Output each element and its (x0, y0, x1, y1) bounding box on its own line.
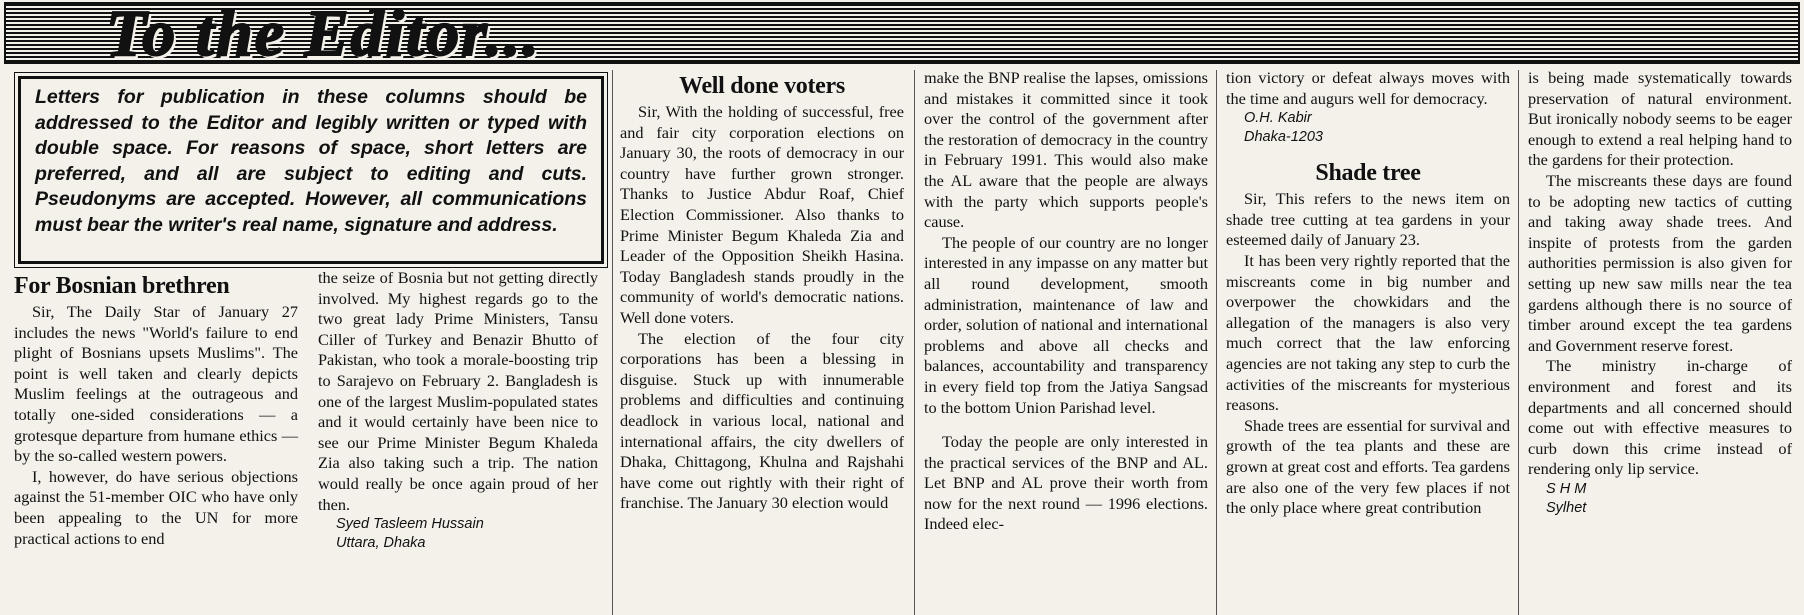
letter-paragraph: The ministry in-charge of environment and forest and its departments and all concerned should come out with effective measures to curb down this crime instead of rendering only lip service. (1528, 356, 1792, 479)
letter-paragraph: Today the people are only interested in the practical services of the BNP and AL. Let BNP and AL prove their worth from now for the next round — 1996 elections. Indeed elec- (924, 432, 1208, 534)
column-divider (1518, 70, 1519, 615)
letter-paragraph: Sir, The Daily Star of January 27 includes the news "World's failure to end plight of Bosnians upsets Muslims". The point is well taken and clearly depicts Muslim feelings at the outrageous and totally one-sided considerations — a grotesque departure from humane ethics — by the so-called western powers. (14, 302, 298, 466)
letter-paragraph: I, however, do have serious objections against the 51-member OIC who have only been appealing to the UN for more practical actions to end (14, 466, 298, 548)
letter-voters-column-2 (924, 68, 1208, 535)
letter-headline: For Bosnian brethren (14, 273, 230, 299)
letter-headline: Shade tree (1315, 160, 1421, 187)
letter-paragraph: make the BNP realise the lapses, omissions and mistakes it committed since it took over the control of the government after the restoration of democracy in the country in February 1991. This would also make the AL aware that the people are always with the party which supports people's cause. (924, 68, 1208, 232)
letter-bosnia-column-1 (14, 272, 298, 549)
letter-paragraph: the seize of Bosnia but not getting directly involved. My highest regards go to the two great lady Prime Ministers, Tansu Ciller of Turkey and Benazir Bhutto of Pakistan, who took a morale-boosting trip to Sarajevo on February 2. Bangladesh is one of the largest Muslim-populated states and it would certainly have been nice to see our Prime Minister Begum Khaleda Zia also taking such a trip. The nation would really be once again proud of her then. (318, 268, 598, 514)
column-divider (612, 70, 613, 615)
letter-paragraph: Sir, With the holding of successful, free and fair city corporation elections on January 30, the roots of democracy in our country have further grown stronger. Thanks to Justice Abdur Roaf, Chief Election Commissioner. Also thanks to Prime Minister Begum Khaleda Zia and Leader of the Opposition Sheikh Hasina. Today Bangladesh stands proudly in the community of world's democratic nations. Well done voters. (620, 102, 904, 327)
letter-signature-name: Syed Tasleem Hussain (336, 516, 484, 533)
letter-signature-place: Sylhet (1546, 499, 1587, 516)
letter-signature-place: Dhaka-1203 (1244, 129, 1323, 146)
letter-paragraph: Sir, This refers to the news item on shade tree cutting at tea gardens in your esteemed daily of January 23. (1226, 189, 1510, 250)
section-title: To the Editor... (106, 2, 541, 64)
letter-shade-column-2 (1528, 68, 1792, 518)
column-divider (914, 70, 915, 615)
letter-paragraph: tion victory or defeat always moves with the time and augurs well for democracy. (1226, 68, 1510, 108)
letter-paragraph: The miscreants these days are found to be adopting new tactics of cutting and taking away shade trees. And inspite of protests from the garden authorities permission is also given for setting up new saw mills near the tea gardens although there is no source of timber around except the tea gardens and Government reserve forest. (1528, 170, 1792, 355)
letter-paragraph: The people of our country are no longer interested in any impasse on any matter but all round development, smooth administration, maintenance of law and order, solution of national and international problems and above all checks and balances, accountability and transparency in every field top from the Jatiya Sangsad to the bottom Union Parishad level. (924, 232, 1208, 417)
letter-voters-column-1 (620, 72, 904, 514)
letter-paragraph: It has been very rightly reported that the miscreants come in big number and overpower the chowkidars and the allegation of the managers is also very much correct that the law enforcing agencies are not taking any step to curb the activities of the miscreants for mysterious reasons. (1226, 250, 1510, 415)
column-divider (1216, 70, 1217, 615)
letter-signature-name: S H M (1546, 480, 1587, 497)
letter-signature-place: Uttara, Dhaka (336, 535, 426, 552)
letter-signature-name: O.H. Kabir (1244, 110, 1312, 127)
letter-paragraph: is being made systematically towards preservation of natural environment. But ironically nobody seems to be eager enough to extend a real helping hand to the gardens for their protection. (1528, 68, 1792, 170)
letter-headline: Well done voters (679, 73, 845, 99)
letter-paragraph: Shade trees are essential for survival and growth of the tea plants and these are grown at great cost and efforts. Tea gardens are also one of the very few places if not the only place where great contribution (1226, 415, 1510, 518)
letter-shade-column-1 (1226, 68, 1510, 519)
letter-paragraph: The election of the four city corporations has been a blessing in disguise. Stuck up with innumerable problems and difficulties and continuing deadlock in various local, national and international affairs, the city dwellers of Dhaka, Chittagong, Khulna and Rajshahi have come out rightly with their right of franchise. The January 30 election would (620, 328, 904, 513)
letter-bosnia-column-2 (318, 268, 598, 553)
section-banner (4, 2, 1800, 64)
editor-notice-box: Letters for publication in these columns should be addressed to the Editor and legibly written or typed with double space. For reasons of space, short letters are preferred, and all are subject to editing and cuts. Pseudonyms are accepted. However, all communications must bear the writer's real name, signature and address. (18, 76, 604, 264)
